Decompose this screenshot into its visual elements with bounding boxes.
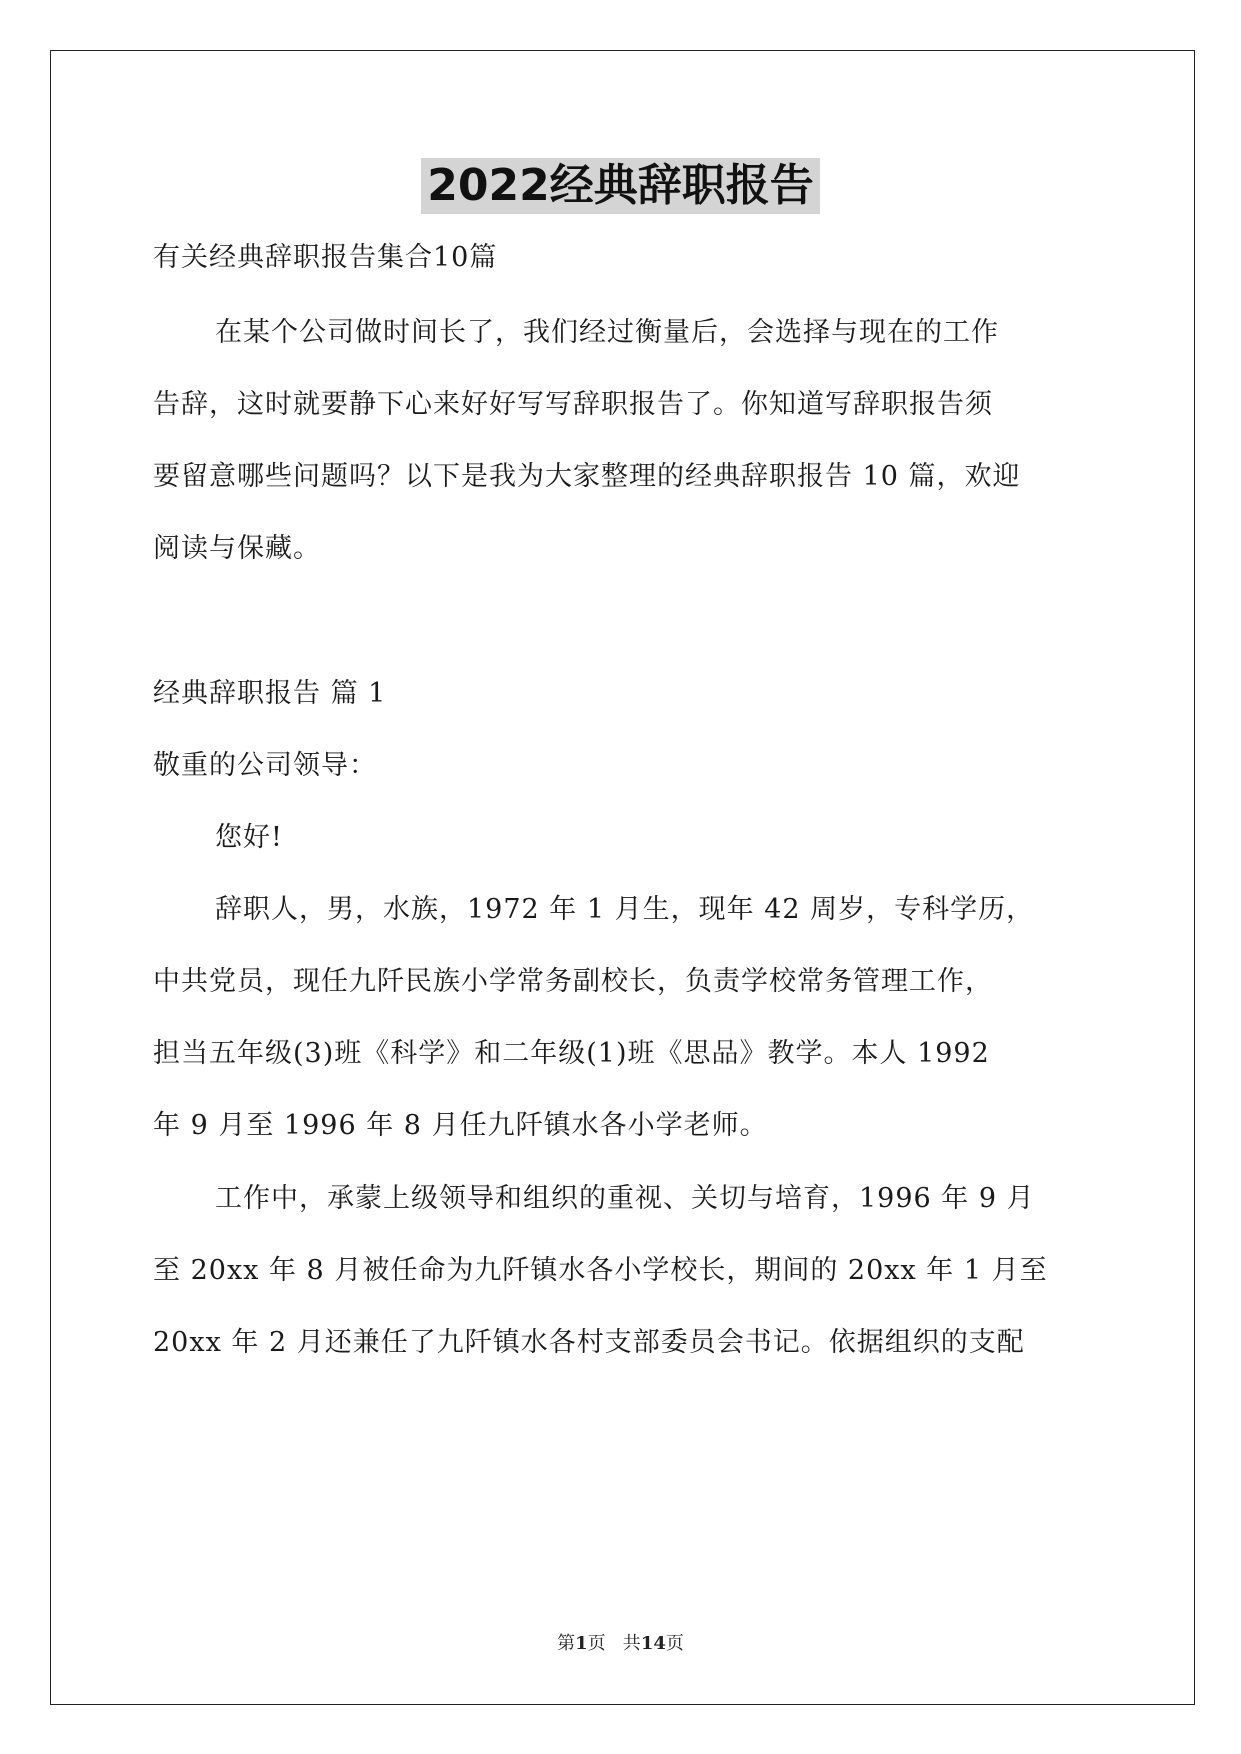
page-border	[50, 50, 1195, 1705]
document-subtitle: 有关经典辞职报告集合10篇	[153, 242, 498, 273]
para2-line-3: 20xx 年 2 月还兼任了九阡镇水各村支部委员会书记。依据组织的支配	[153, 1327, 1025, 1358]
title-container	[0, 158, 1241, 214]
footer-page-number: 1	[575, 1633, 588, 1654]
intro-line-3: 要留意哪些问题吗？以下是我为大家整理的经典辞职报告 10 篇，欢迎	[153, 461, 1021, 492]
para2-line-2: 至 20xx 年 8 月被任命为九阡镇水各小学校长，期间的 20xx 年 1 月至	[153, 1255, 1048, 1286]
intro-line-1: 在某个公司做时间长了，我们经过衡量后，会选择与现在的工作	[215, 317, 999, 348]
section-heading: 经典辞职报告 篇 1	[153, 678, 387, 709]
intro-line-4: 阅读与保藏。	[153, 533, 321, 564]
para1-line-1: 辞职人，男，水族，1972 年 1 月生，现年 42 周岁，专科学历，	[215, 894, 1035, 925]
footer-suffix: 页	[665, 1633, 684, 1654]
page-footer	[0, 1632, 1241, 1656]
para1-line-4: 年 9 月至 1996 年 8 月任九阡镇水各小学老师。	[153, 1110, 768, 1141]
footer-total-pages: 14	[640, 1633, 666, 1654]
intro-line-2: 告辞，这时就要静下心来好好写写辞职报告了。你知道写辞职报告须	[153, 389, 993, 420]
greeting: 您好!	[215, 822, 283, 853]
para2-line-1: 工作中，承蒙上级领导和组织的重视、关切与培育，1996 年 9 月	[215, 1183, 1035, 1214]
footer-prefix: 第	[557, 1633, 576, 1654]
footer-mid: 页 共	[587, 1633, 641, 1654]
para1-line-3: 担当五年级(3)班《科学》和二年级(1)班《思品》教学。本人 1992	[153, 1038, 990, 1069]
document-title: 2022经典辞职报告	[421, 158, 819, 214]
salutation: 敬重的公司领导：	[153, 750, 377, 781]
para1-line-2: 中共党员，现任九阡民族小学常务副校长，负责学校常务管理工作，	[153, 966, 993, 997]
